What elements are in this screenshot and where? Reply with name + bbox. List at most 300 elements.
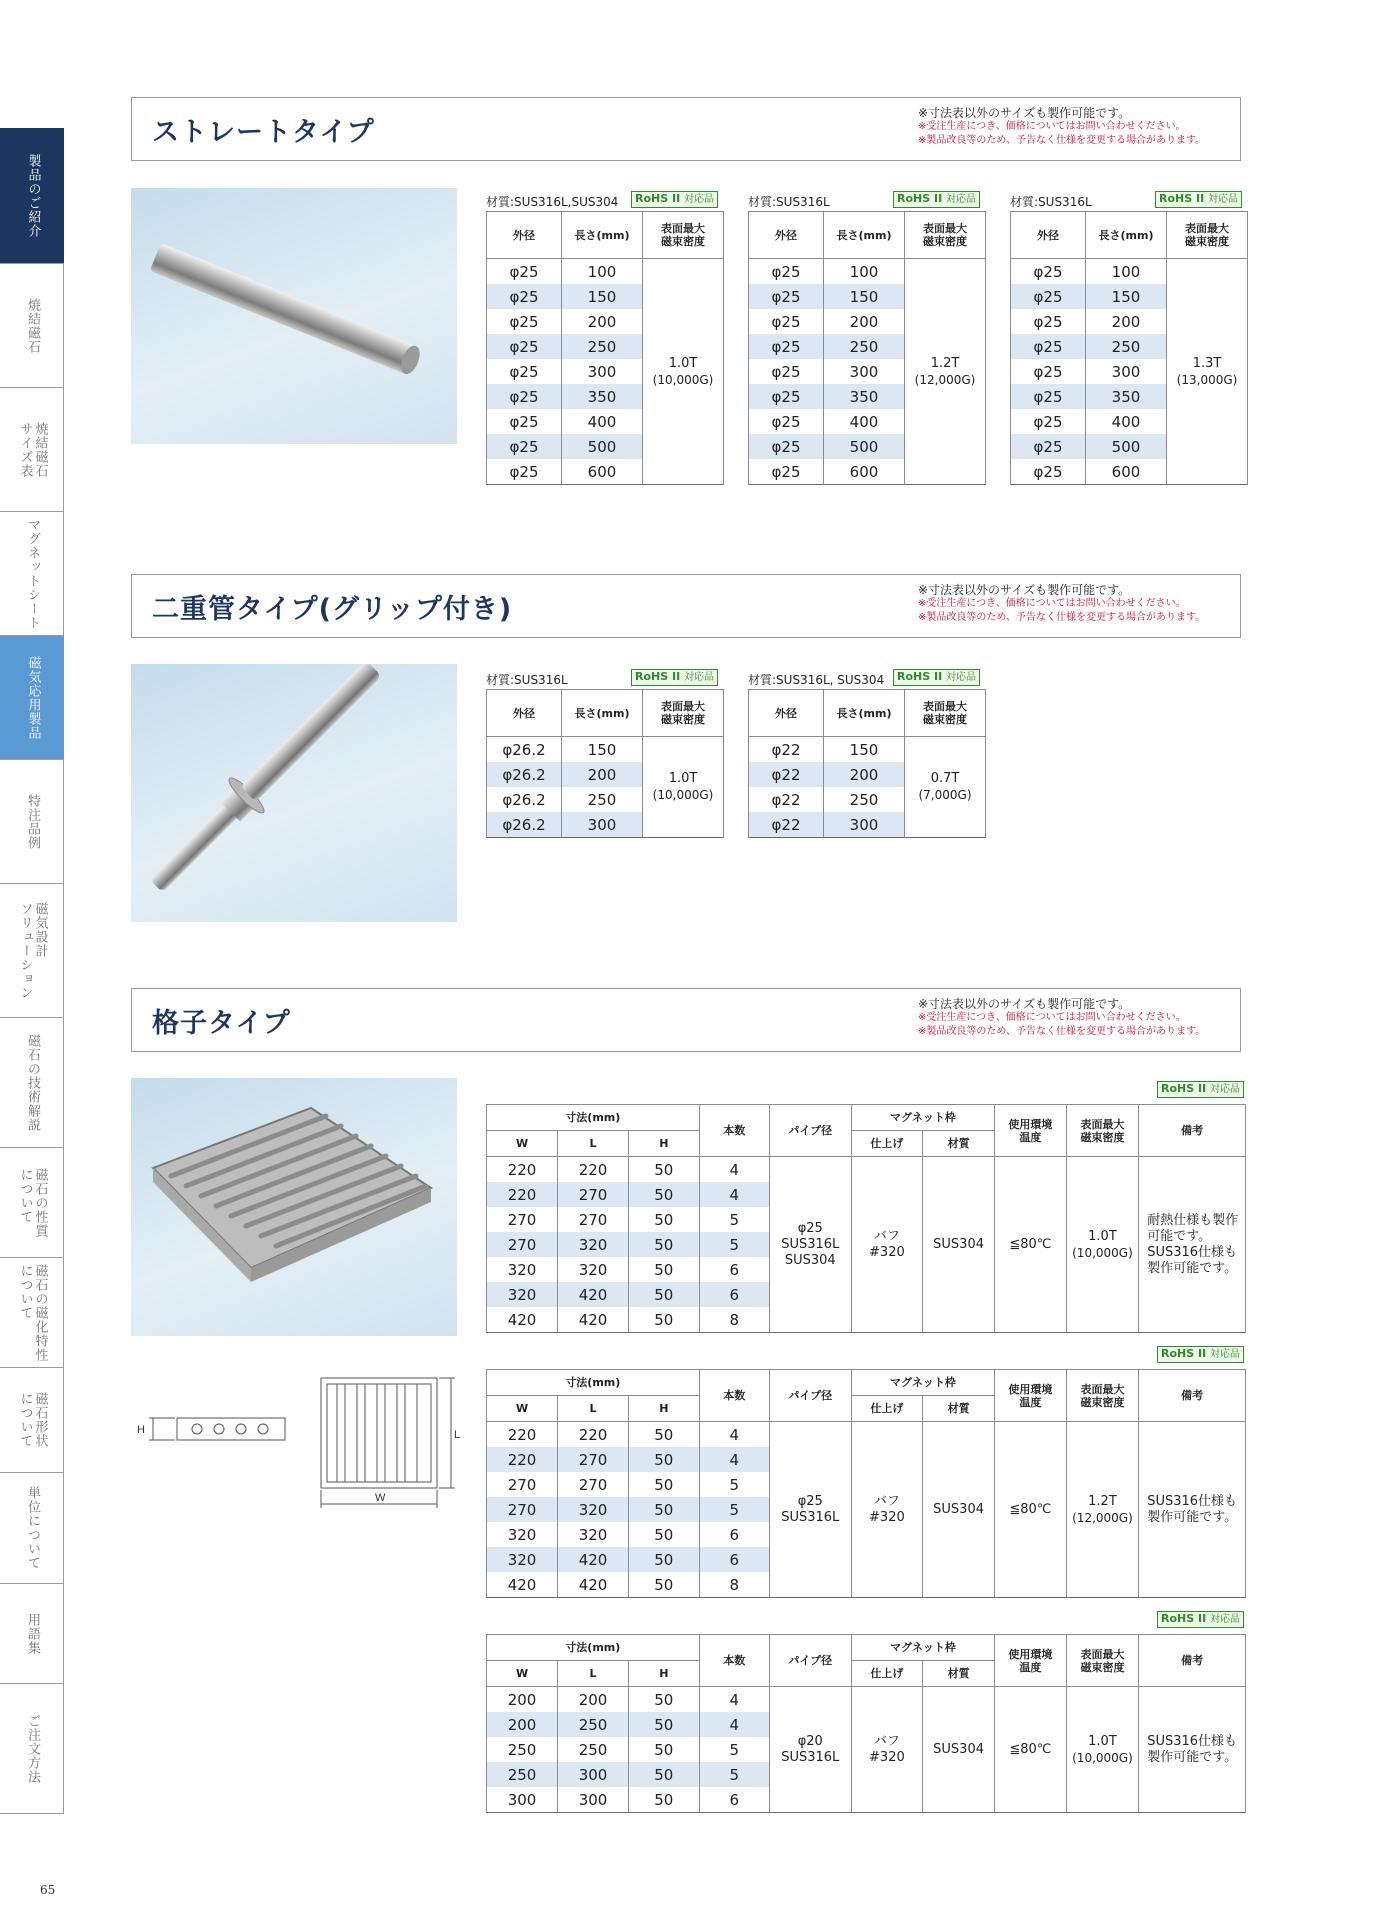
header-flux-line: 表面最大 xyxy=(1080,1382,1125,1396)
cell-pipe xyxy=(769,1422,851,1598)
sidebar-item-label: 磁石の性質 について xyxy=(17,1167,48,1238)
header-finish: 仕上げ xyxy=(851,1131,922,1157)
cell-od: φ22 xyxy=(749,762,824,787)
cell-l: 220 xyxy=(558,1422,629,1448)
header-dims: 寸法(mm) xyxy=(487,1370,700,1396)
cell-od: φ25 xyxy=(749,359,824,384)
rohs-badge xyxy=(893,191,980,208)
header-row xyxy=(487,1635,1246,1661)
cell-material: SUS304 xyxy=(923,1157,995,1333)
header-flux-2: 磁束密度 xyxy=(923,235,967,248)
cell-h: 50 xyxy=(629,1547,700,1572)
cell-od: φ25 xyxy=(487,459,562,485)
cell-flux xyxy=(905,737,986,838)
cell-length: 600 xyxy=(562,459,643,485)
header-material: 材質 xyxy=(923,1131,995,1157)
section-title: 格子タイプ xyxy=(152,1008,291,1039)
cell-od: φ25 xyxy=(487,334,562,359)
cell-l: 270 xyxy=(558,1472,629,1497)
cell-h: 50 xyxy=(629,1182,700,1207)
cell-h: 50 xyxy=(629,1157,700,1183)
cell-od: φ25 xyxy=(487,409,562,434)
flux-gauss: (7,000G) xyxy=(918,788,972,802)
header-w: W xyxy=(487,1661,558,1687)
header-flux xyxy=(905,212,986,259)
rohs-sub: 対応品 xyxy=(1210,1084,1241,1095)
sidebar-item-7[interactable] xyxy=(0,1018,64,1148)
cell-w: 270 xyxy=(487,1207,558,1232)
header-flux xyxy=(1066,1635,1138,1687)
cell-material: SUS304 xyxy=(923,1687,995,1813)
header-material: 材質 xyxy=(923,1661,995,1687)
material-label: 材質:SUS316L xyxy=(486,673,568,687)
rohs-badge xyxy=(893,669,980,686)
sidebar-item-13[interactable] xyxy=(0,1684,64,1814)
header-flux-1: 表面最大 xyxy=(661,222,705,235)
cell-od: φ25 xyxy=(749,384,824,409)
straight-rod-photo xyxy=(131,188,457,444)
sidebar-item-label: 磁石の磁化特性 について xyxy=(17,1263,48,1362)
rohs-sub: 対応品 xyxy=(684,672,715,683)
dim-label-w: W xyxy=(375,1492,386,1504)
header-h: H xyxy=(629,1131,700,1157)
rohs-badge xyxy=(631,191,718,208)
cell-flux xyxy=(1066,1422,1138,1598)
note-spec-change: ※製品改良等のため、予告なく仕様を変更する場合があります。 xyxy=(918,1026,1206,1037)
cell-finish-line: バフ xyxy=(873,1733,900,1749)
rohs-main: RoHS II xyxy=(897,192,943,205)
cell-w: 270 xyxy=(487,1472,558,1497)
header-row xyxy=(487,212,724,259)
cell-l: 220 xyxy=(558,1157,629,1183)
remark-line: SUS316仕様も xyxy=(1147,1493,1238,1509)
cell-pipe-line: SUS316L xyxy=(781,1749,840,1765)
flux-tesla: 1.2T xyxy=(930,355,960,371)
cell-od: φ25 xyxy=(487,284,562,309)
rohs-sub: 対応品 xyxy=(1208,194,1239,205)
rohs-sub: 対応品 xyxy=(1210,1614,1241,1625)
header-h: H xyxy=(629,1396,700,1422)
cell-length: 300 xyxy=(562,359,643,384)
cell-flux xyxy=(1066,1157,1138,1333)
header-remarks: 備考 xyxy=(1139,1105,1246,1157)
header-od: 外径 xyxy=(487,690,562,737)
section-header-straight xyxy=(131,97,1241,161)
remark-line: 可能です。 xyxy=(1147,1228,1212,1244)
cell-length: 150 xyxy=(562,737,643,763)
cell-temp: ≦80℃ xyxy=(995,1422,1067,1598)
cell-length: 250 xyxy=(824,334,905,359)
cell-length: 400 xyxy=(1086,409,1167,434)
cell-od: φ22 xyxy=(749,737,824,763)
cell-od: φ25 xyxy=(749,409,824,434)
cell-l: 420 xyxy=(558,1547,629,1572)
dimension-drawing xyxy=(131,1370,461,1515)
cell-length: 100 xyxy=(824,259,905,285)
header-count: 本数 xyxy=(699,1105,769,1157)
header-frame: マグネット枠 xyxy=(851,1635,994,1661)
header-row xyxy=(487,1105,1246,1131)
header-flux-1: 表面最大 xyxy=(1185,222,1229,235)
material-label: 材質:SUS316L, SUS304 xyxy=(748,673,885,687)
header-frame: マグネット枠 xyxy=(851,1370,994,1396)
cell-length: 100 xyxy=(1086,259,1167,285)
rohs-main: RoHS II xyxy=(897,670,943,683)
sidebar-item-label: ご注文方法 xyxy=(24,1713,40,1784)
header-length: 長さ(mm) xyxy=(562,690,643,737)
section-header-double xyxy=(131,574,1241,638)
cell-od: φ25 xyxy=(749,334,824,359)
cell-count: 8 xyxy=(699,1307,769,1333)
cell-length: 500 xyxy=(824,434,905,459)
flux-tesla: 1.0T xyxy=(668,355,698,371)
note-custom-size: ※寸法表以外のサイズも製作可能です。 xyxy=(918,997,1131,1011)
header-env-line: 使用環境 xyxy=(1008,1382,1053,1396)
cell-od: φ25 xyxy=(749,309,824,334)
flux-gauss: (10,000G) xyxy=(1072,1750,1133,1765)
cell-l: 320 xyxy=(558,1522,629,1547)
cell-finish-line: #320 xyxy=(869,1509,905,1525)
note-spec-change: ※製品改良等のため、予告なく仕様を変更する場合があります。 xyxy=(918,135,1206,146)
rohs-badge xyxy=(1157,1081,1244,1098)
header-flux-1: 表面最大 xyxy=(661,700,705,713)
sidebar-item-3[interactable] xyxy=(0,512,64,636)
cell-count: 4 xyxy=(699,1182,769,1207)
cell-l: 420 xyxy=(558,1572,629,1598)
cell-w: 420 xyxy=(487,1307,558,1333)
header-od: 外径 xyxy=(749,212,824,259)
header-dims: 寸法(mm) xyxy=(487,1105,700,1131)
cell-finish xyxy=(851,1687,922,1813)
cell-length: 200 xyxy=(1086,309,1167,334)
sidebar-item-label: 用語集 xyxy=(24,1612,40,1655)
header-flux-1: 表面最大 xyxy=(923,700,967,713)
cell-length: 250 xyxy=(562,334,643,359)
cell-length: 200 xyxy=(562,762,643,787)
cell-length: 350 xyxy=(824,384,905,409)
cell-od: φ25 xyxy=(487,384,562,409)
header-flux-line: 表面最大 xyxy=(1080,1117,1125,1131)
spec-table xyxy=(748,689,986,838)
table-row xyxy=(487,1687,1246,1713)
cell-l: 270 xyxy=(558,1207,629,1232)
cell-temp: ≦80℃ xyxy=(995,1687,1067,1813)
double-tube-image xyxy=(131,664,457,922)
header-count: 本数 xyxy=(699,1635,769,1687)
header-flux xyxy=(905,690,986,737)
header-w: W xyxy=(487,1396,558,1422)
header-flux xyxy=(1167,212,1248,259)
cell-h: 50 xyxy=(629,1762,700,1787)
grid-spec-table xyxy=(486,1634,1246,1813)
cell-w: 320 xyxy=(487,1522,558,1547)
cell-count: 5 xyxy=(699,1762,769,1787)
header-env-line: 温度 xyxy=(1019,1130,1042,1144)
cell-w: 220 xyxy=(487,1422,558,1448)
cell-od: φ25 xyxy=(749,259,824,285)
header-row xyxy=(487,690,724,737)
cell-od: φ26.2 xyxy=(487,762,562,787)
cell-l: 300 xyxy=(558,1787,629,1813)
cell-flux xyxy=(905,259,986,485)
header-length: 長さ(mm) xyxy=(824,212,905,259)
sidebar-item-0[interactable] xyxy=(0,128,64,264)
cell-pipe-line: SUS304 xyxy=(784,1252,836,1268)
cell-flux xyxy=(1066,1687,1138,1813)
sidebar-item-label: 特注品例 xyxy=(24,793,40,850)
sidebar-item-1[interactable] xyxy=(0,264,64,388)
cell-pipe-line: SUS316L xyxy=(781,1236,840,1252)
cell-length: 100 xyxy=(562,259,643,285)
cell-w: 300 xyxy=(487,1787,558,1813)
cell-count: 6 xyxy=(699,1787,769,1813)
grid-magnet-photo xyxy=(131,1078,457,1336)
sidebar-item-8[interactable] xyxy=(0,1148,64,1258)
rohs-badge xyxy=(631,669,718,686)
cell-length: 400 xyxy=(562,409,643,434)
rohs-sub: 対応品 xyxy=(946,194,977,205)
cell-l: 270 xyxy=(558,1182,629,1207)
page-number: 65 xyxy=(40,1883,56,1897)
sidebar-item-4[interactable] xyxy=(0,636,64,760)
note-price: ※受注生産につき、価格についてはお問い合わせください。 xyxy=(918,598,1186,609)
grid-spec-table xyxy=(486,1104,1246,1333)
sidebar-item-label: 磁気設計 ソリューション xyxy=(17,901,48,1000)
cell-remarks xyxy=(1139,1422,1246,1598)
header-env-line: 温度 xyxy=(1019,1660,1042,1674)
cell-h: 50 xyxy=(629,1232,700,1257)
cell-od: φ25 xyxy=(1011,459,1086,485)
material-label: 材質:SUS316L xyxy=(1010,195,1092,209)
sidebar-item-11[interactable] xyxy=(0,1473,64,1584)
cell-remarks xyxy=(1139,1687,1246,1813)
table-row xyxy=(749,737,986,763)
sidebar-item-label: 製品のご紹介 xyxy=(25,153,41,238)
cell-finish-line: バフ xyxy=(873,1493,900,1509)
cell-w: 250 xyxy=(487,1762,558,1787)
cell-od: φ26.2 xyxy=(487,787,562,812)
cell-length: 600 xyxy=(824,459,905,485)
cell-w: 320 xyxy=(487,1282,558,1307)
header-od: 外径 xyxy=(487,212,562,259)
rohs-badge xyxy=(1157,1346,1244,1363)
header-length: 長さ(mm) xyxy=(824,690,905,737)
cell-length: 200 xyxy=(562,309,643,334)
cell-count: 4 xyxy=(699,1712,769,1737)
cell-length: 150 xyxy=(824,737,905,763)
cell-od: φ25 xyxy=(1011,259,1086,285)
material-label: 材質:SUS316L,SUS304 xyxy=(486,195,619,209)
flux-gauss: (13,000G) xyxy=(1176,372,1238,387)
sidebar-item-2[interactable] xyxy=(0,388,64,512)
cell-length: 150 xyxy=(562,284,643,309)
sidebar-item-6[interactable] xyxy=(0,884,64,1018)
cell-flux xyxy=(1167,259,1248,485)
dim-label-h: H xyxy=(137,1424,145,1436)
flux-gauss: (10,000G) xyxy=(1072,1245,1133,1260)
rohs-main: RoHS II xyxy=(1161,1082,1207,1095)
cell-od: φ25 xyxy=(1011,409,1086,434)
sidebar-item-10[interactable] xyxy=(0,1368,64,1473)
cell-od: φ25 xyxy=(487,309,562,334)
cell-count: 8 xyxy=(699,1572,769,1598)
cell-od: φ25 xyxy=(749,284,824,309)
header-remarks: 備考 xyxy=(1139,1370,1246,1422)
section-title: 二重管タイプ(グリップ付き) xyxy=(152,594,513,625)
cell-od: φ25 xyxy=(1011,309,1086,334)
cell-w: 200 xyxy=(487,1712,558,1737)
grid-magnet-image xyxy=(131,1078,457,1336)
sidebar-item-label: 焼結磁石 サイズ表 xyxy=(17,421,48,478)
sidebar-item-12[interactable] xyxy=(0,1584,64,1684)
header-pipe: パイプ径 xyxy=(769,1635,851,1687)
header-env xyxy=(995,1105,1067,1157)
cell-l: 320 xyxy=(558,1232,629,1257)
sidebar-item-label: マグネットシート xyxy=(24,517,40,630)
flux-tesla: 1.0T xyxy=(1088,1228,1117,1244)
cell-od: φ25 xyxy=(487,359,562,384)
spec-table xyxy=(486,689,724,838)
cell-h: 50 xyxy=(629,1472,700,1497)
rohs-badge xyxy=(1157,1611,1244,1628)
cell-length: 300 xyxy=(824,359,905,384)
rohs-sub: 対応品 xyxy=(684,194,715,205)
header-finish: 仕上げ xyxy=(851,1661,922,1687)
cell-finish-line: #320 xyxy=(869,1749,905,1765)
double-tube-photo xyxy=(131,664,457,922)
cell-length: 150 xyxy=(1086,284,1167,309)
sidebar-item-label: 磁石形状 について xyxy=(17,1392,48,1448)
cell-finish xyxy=(851,1422,922,1598)
cell-length: 300 xyxy=(824,812,905,838)
cell-h: 50 xyxy=(629,1572,700,1598)
header-frame: マグネット枠 xyxy=(851,1105,994,1131)
header-finish: 仕上げ xyxy=(851,1396,922,1422)
remark-line: 耐熱仕様も製作 xyxy=(1147,1212,1239,1228)
sidebar-item-label: 単位について xyxy=(24,1486,40,1570)
cell-od: φ25 xyxy=(1011,284,1086,309)
cell-l: 420 xyxy=(558,1282,629,1307)
cell-w: 420 xyxy=(487,1572,558,1598)
cell-l: 200 xyxy=(558,1687,629,1713)
cell-pipe-line: φ25 xyxy=(797,1220,823,1236)
cell-finish xyxy=(851,1157,922,1333)
cell-count: 5 xyxy=(699,1207,769,1232)
cell-od: φ22 xyxy=(749,787,824,812)
header-env-line: 使用環境 xyxy=(1008,1117,1053,1131)
cell-w: 250 xyxy=(487,1737,558,1762)
flux-gauss: (10,000G) xyxy=(652,372,714,387)
cell-w: 270 xyxy=(487,1232,558,1257)
dim-label-l: L xyxy=(454,1429,461,1441)
cell-l: 420 xyxy=(558,1307,629,1333)
rohs-sub: 対応品 xyxy=(946,672,977,683)
sidebar-item-9[interactable] xyxy=(0,1258,64,1368)
cell-od: φ25 xyxy=(1011,434,1086,459)
header-flux-line: 磁束密度 xyxy=(1080,1130,1125,1144)
grid-spec-table xyxy=(486,1369,1246,1598)
cell-w: 220 xyxy=(487,1182,558,1207)
cell-material: SUS304 xyxy=(923,1422,995,1598)
header-flux-line: 磁束密度 xyxy=(1080,1395,1125,1409)
cell-h: 50 xyxy=(629,1207,700,1232)
note-price: ※受注生産につき、価格についてはお問い合わせください。 xyxy=(918,1012,1186,1023)
cell-h: 50 xyxy=(629,1282,700,1307)
cell-l: 270 xyxy=(558,1447,629,1472)
note-custom-size: ※寸法表以外のサイズも製作可能です。 xyxy=(918,106,1131,120)
header-pipe: パイプ径 xyxy=(769,1105,851,1157)
header-flux xyxy=(1066,1105,1138,1157)
rohs-main: RoHS II xyxy=(635,192,681,205)
header-w: W xyxy=(487,1131,558,1157)
sidebar-item-label: 磁気応用製品 xyxy=(25,655,41,740)
header-env-line: 使用環境 xyxy=(1008,1647,1053,1661)
cell-pipe xyxy=(769,1157,851,1333)
header-flux-2: 磁束密度 xyxy=(661,713,705,726)
cell-count: 6 xyxy=(699,1522,769,1547)
cell-h: 50 xyxy=(629,1257,700,1282)
rohs-badge xyxy=(1155,191,1242,208)
flux-tesla: 1.0T xyxy=(1088,1733,1117,1749)
cell-l: 320 xyxy=(558,1257,629,1282)
cell-count: 4 xyxy=(699,1447,769,1472)
cell-length: 350 xyxy=(1086,384,1167,409)
remark-line: 製作可能です。 xyxy=(1147,1260,1238,1276)
cell-pipe-line: φ25 xyxy=(797,1493,823,1509)
header-flux-2: 磁束密度 xyxy=(661,235,705,248)
cell-w: 320 xyxy=(487,1547,558,1572)
cell-count: 6 xyxy=(699,1257,769,1282)
table-row xyxy=(487,1157,1246,1183)
sidebar-item-5[interactable] xyxy=(0,760,64,884)
cell-count: 4 xyxy=(699,1687,769,1713)
cell-w: 200 xyxy=(487,1687,558,1713)
sidebar-item-label: 磁石の技術解説 xyxy=(24,1033,40,1132)
cell-length: 500 xyxy=(562,434,643,459)
cell-flux xyxy=(643,259,724,485)
cell-pipe-line: φ20 xyxy=(797,1733,823,1749)
header-row xyxy=(749,212,986,259)
rohs-sub: 対応品 xyxy=(1210,1349,1241,1360)
cell-h: 50 xyxy=(629,1712,700,1737)
cell-pipe xyxy=(769,1687,851,1813)
header-l: L xyxy=(558,1131,629,1157)
cell-flux xyxy=(643,737,724,838)
header-env-line: 温度 xyxy=(1019,1395,1042,1409)
header-pipe: パイプ径 xyxy=(769,1370,851,1422)
cell-pipe-line: SUS316L xyxy=(781,1509,840,1525)
spec-table xyxy=(748,211,986,485)
rohs-main: RoHS II xyxy=(635,670,681,683)
cell-temp: ≦80℃ xyxy=(995,1157,1067,1333)
rohs-main: RoHS II xyxy=(1161,1347,1207,1360)
cell-w: 220 xyxy=(487,1447,558,1472)
remark-line: 製作可能です。 xyxy=(1147,1749,1238,1765)
header-length: 長さ(mm) xyxy=(1086,212,1167,259)
header-l: L xyxy=(558,1396,629,1422)
header-flux-line: 表面最大 xyxy=(1080,1647,1125,1661)
cell-length: 300 xyxy=(562,812,643,838)
table-row xyxy=(487,259,724,285)
header-h: H xyxy=(629,1661,700,1687)
header-flux-2: 磁束密度 xyxy=(923,713,967,726)
spec-table xyxy=(1010,211,1248,485)
header-flux xyxy=(643,212,724,259)
header-count: 本数 xyxy=(699,1370,769,1422)
flux-tesla: 1.2T xyxy=(1088,1493,1117,1509)
header-length: 長さ(mm) xyxy=(562,212,643,259)
header-remarks: 備考 xyxy=(1139,1635,1246,1687)
